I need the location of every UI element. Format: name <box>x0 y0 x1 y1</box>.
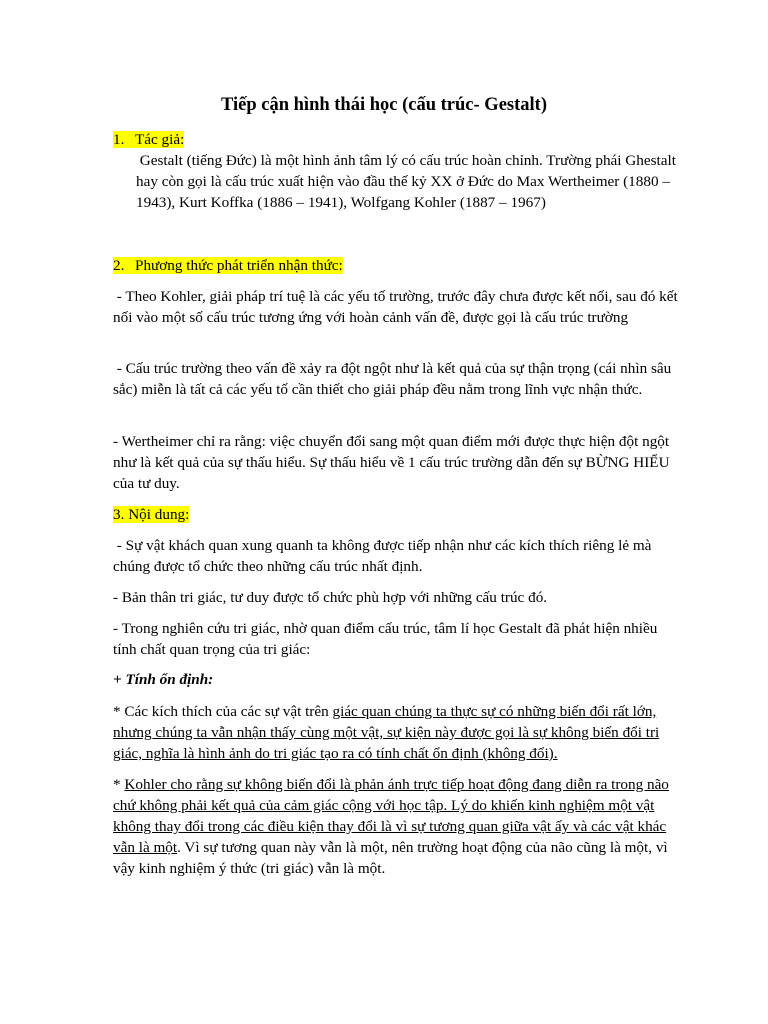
section-3-paragraph-3: - Trong nghiên cứu tri giác, nhờ quan điểm cấu trúc, tâm lí học Gestalt đã phát hiện nhiều tính chất quan trọng của tri giác: <box>113 620 658 658</box>
section-2-title: Phương thức phát triển nhận thức: <box>135 257 343 274</box>
section-1-body: Gestalt (tiếng Đức) là một hình ảnh tâm lý có cấu trúc hoàn chỉnh. Trường phái Ghestalt hay còn gọi là cấu trúc xuất hiện vào đầu thế kỷ XX ở Đức do Max Wertheimer (1880 – 1943), Kurt Koffka (1886 – 1941), Wolfgang Kohler (1887 – 1967) <box>136 152 680 211</box>
section-3-paragraph-2: - Bản thân tri giác, tư duy được tổ chức phù hợp với những cấu trúc đó. <box>113 589 548 606</box>
section-1-number: 1. <box>113 131 125 148</box>
section-2-paragraph-3: - Wertheimer chỉ ra rằng: việc chuyển đổi sang một quan điểm mới được thực hiện đột ngột như là kết quả của sự thấu hiểu. Sự thấu hiểu về 1 cấu trúc trường dẫn đến sự BỪNG HIỂU của tư duy. <box>113 433 670 492</box>
paragraph-5-star: * <box>113 776 125 793</box>
section-3-heading <box>113 504 189 525</box>
section-2-number: 2. <box>113 257 125 274</box>
section-2-paragraph-2: - Cấu trúc trường theo vấn đề xảy ra đột ngột như là kết quả của sự thận trọng (cái nhìn sâu sắc) miễn là tất cả các yếu tố cần thiết cho giải pháp đều nằm trong lĩnh vực nhận thức. <box>113 360 676 398</box>
section-3-paragraph-5 <box>113 774 679 879</box>
section-3-paragraph-4 <box>113 701 679 764</box>
section-2-heading <box>113 255 343 276</box>
paragraph-5-tail: . Vì sự tương quan này vẫn là một, nên trường hoạt động của não cũng là một, vì vậy kinh nghiệm ý thức (tri giác) vẫn là một. <box>113 839 668 877</box>
paragraph-4-lead: * Các kích thích của các sự vật trên <box>113 703 333 720</box>
section-3-paragraph-1: - Sự vật khách quan xung quanh ta không được tiếp nhận như các kích thích riêng lẻ mà chúng được tổ chức theo những cấu trúc nhất định. <box>113 537 656 575</box>
section-1-heading <box>113 129 184 150</box>
paragraph-5-underlined: Kohler cho rằng sự không biến đổi là phản ánh trực tiếp hoạt động đang diễn ra trong não chứ không phải kết quả của cảm giác cộng với học tập. Lý do khiến kinh nghiệm một vật không thay đổi trong các điều kiện thay đổi là vì sự tương quan giữa vật ấy và các vật khác vẫn là một <box>113 776 669 856</box>
section-3-title: 3. Nội dung: <box>113 506 190 523</box>
page-title: Tiếp cận hình thái học (cấu trúc- Gestalt) <box>221 95 547 115</box>
paragraph-4-underlined: giác quan chúng ta thực sự có những biến đổi rất lớn, nhưng chúng ta vẫn nhận thấy cùng một vật, sự kiện này được gọi là sự không biến đổi tri giác, nghĩa là hình ảnh do tri giác tạo ra có tính chất ổn định (không đổi). <box>113 703 660 762</box>
stability-subheading: + Tính ổn định: <box>113 671 214 688</box>
section-2-paragraph-1: - Theo Kohler, giải pháp trí tuệ là các yếu tố trường, trước đây chưa được kết nối, sau đó kết nối vào một số cấu trúc tương ứng với hoàn cảnh vấn đề, được gọi là cấu trúc trường <box>113 288 682 326</box>
section-1-title: Tác giả: <box>135 131 185 148</box>
